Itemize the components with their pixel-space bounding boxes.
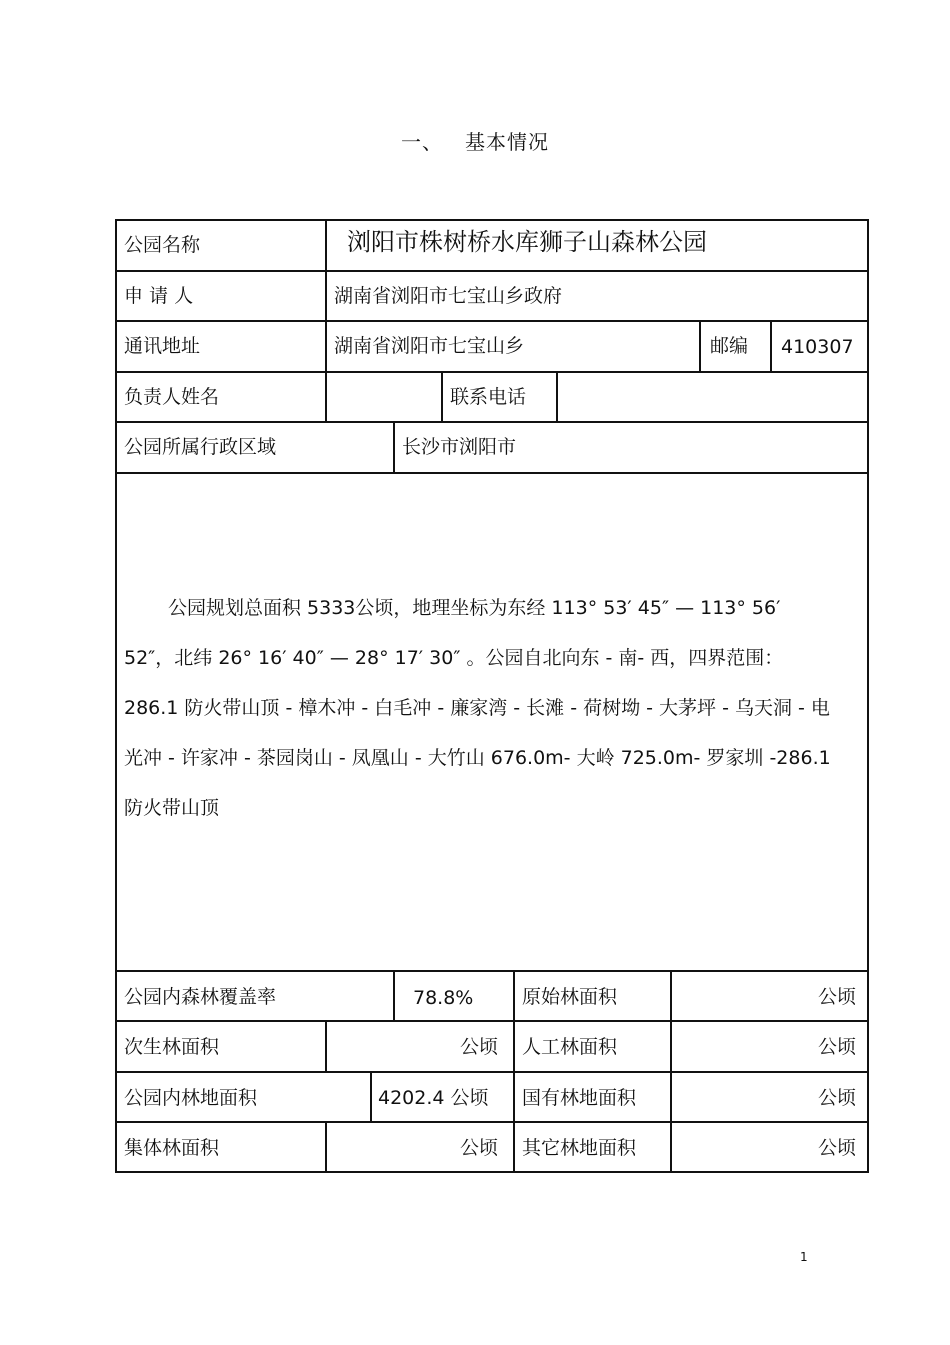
plantation-label: 人工林面积	[522, 1036, 618, 1058]
section-number: 一、	[401, 130, 443, 154]
postcode-value: 410307	[781, 336, 854, 358]
forest-land-value: 4202.4 公顷	[378, 1087, 489, 1109]
park-name-value: 浏阳市株树桥水库狮子山森林公园	[347, 228, 707, 256]
phone-label: 联系电话	[450, 386, 527, 408]
region-label: 公园所属行政区域	[124, 436, 277, 458]
state-forest-value: 公顷	[817, 1087, 856, 1109]
address-label: 通讯地址	[124, 335, 201, 357]
description-line: 52″，北纬 26° 16′ 40″ — 28° 17′ 30″ 。公园自北向东 - 南- 西，四界范围：	[124, 647, 784, 669]
park-description	[124, 583, 864, 833]
forest-land-label: 公园内林地面积	[124, 1087, 258, 1109]
forest-cover-label: 公园内森林覆盖率	[124, 986, 277, 1008]
primary-forest-value: 公顷	[817, 986, 856, 1008]
applicant-value: 湖南省浏阳市七宝山乡政府	[334, 285, 563, 307]
collective-forest-value: 公顷	[459, 1137, 498, 1159]
description-line: 防火带山顶	[124, 797, 220, 819]
applicant-label: 申 请 人	[124, 285, 194, 307]
forest-cover-value: 78.8%	[413, 987, 474, 1009]
collective-forest-label: 集体林面积	[124, 1137, 220, 1159]
other-forest-label: 其它林地面积	[522, 1137, 637, 1159]
description-line: 286.1 防火带山顶 - 樟木冲 - 白毛冲 - 廉家湾 - 长滩 - 荷树坳 - 大茅坪 - 乌天洞 - 电	[124, 697, 830, 719]
address-value: 湖南省浏阳市七宝山乡	[334, 335, 525, 357]
plantation-value: 公顷	[817, 1036, 856, 1058]
page-number: 1	[800, 1250, 808, 1264]
secondary-forest-value: 公顷	[459, 1036, 498, 1058]
description-line: 公园规划总面积 5333公顷，地理坐标为东经 113° 53′ 45″ — 113° 56′	[168, 597, 781, 619]
contact-name-label: 负责人姓名	[124, 386, 220, 408]
region-value: 长沙市浏阳市	[402, 436, 517, 458]
primary-forest-label: 原始林面积	[522, 986, 618, 1008]
postcode-label: 邮编	[710, 335, 749, 357]
section-title: 基本情况	[465, 130, 549, 154]
park-name-label: 公园名称	[124, 234, 201, 256]
other-forest-value: 公顷	[817, 1137, 856, 1159]
secondary-forest-label: 次生林面积	[124, 1036, 220, 1058]
state-forest-label: 国有林地面积	[522, 1087, 637, 1109]
description-line: 光冲 - 许家冲 - 茶园岗山 - 凤凰山 - 大竹山 676.0m- 大岭 725.0m- 罗家圳 -286.1	[124, 747, 831, 769]
